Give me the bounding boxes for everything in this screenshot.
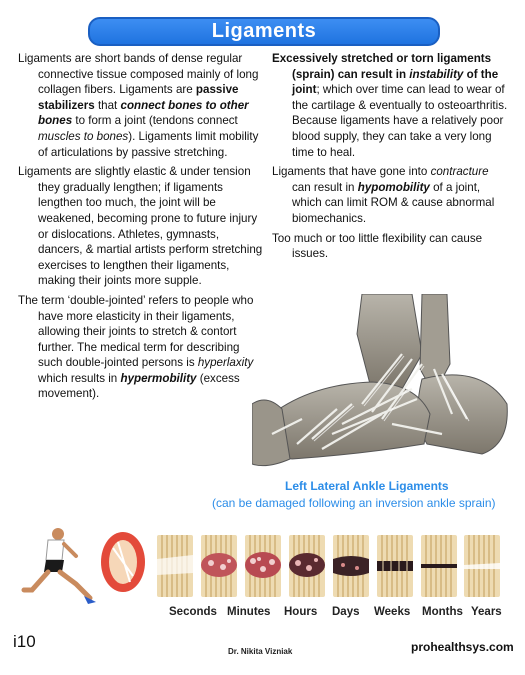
figure-caption-title: Left Lateral Ankle Ligaments xyxy=(285,479,449,493)
paragraph-ligaments-definition xyxy=(18,51,265,160)
italic-term: hyperlaxity xyxy=(197,356,254,370)
healing-strip-months xyxy=(377,535,413,597)
paragraph-sprain xyxy=(272,51,508,160)
left-column xyxy=(18,51,265,406)
healing-strip-minutes xyxy=(201,535,237,597)
healing-strip-hours xyxy=(245,535,281,597)
text-span: of long collagen fibers. Ligaments xyxy=(38,67,259,97)
indent-block xyxy=(18,67,265,161)
title-banner xyxy=(88,17,440,46)
page-number: i10 xyxy=(13,632,36,651)
right-column xyxy=(272,51,508,266)
timeline-label-seconds: Seconds xyxy=(169,606,217,618)
italic-term: muscles to bones xyxy=(38,129,129,143)
text-span: connective tissue composed mainly xyxy=(38,67,221,81)
runner-shirt xyxy=(46,540,64,560)
italic-term: contracture xyxy=(430,165,489,179)
runner-back-leg xyxy=(24,572,48,590)
bold-term: passive stabilizers xyxy=(38,83,239,112)
bold-italic-term: hypomobility xyxy=(357,180,430,194)
healing-strip-years-a xyxy=(421,535,457,597)
bold-italic-term: connect bones to other bones xyxy=(38,98,249,128)
healing-strip-days xyxy=(289,535,325,597)
timeline-label-years: Years xyxy=(471,606,502,618)
timeline-label-hours: Hours xyxy=(284,606,318,618)
author-credit: Dr. Nikita Vizniak xyxy=(228,647,293,656)
text-span: The term ‘double-jointed’ refers to people who have more elasticity in their ligaments, allowing their joints to stretch & contort further. The medical term for describing such double-jointed persons is xyxy=(18,293,254,370)
timeline-label-weeks: Weeks xyxy=(374,606,411,618)
calcaneus-shape xyxy=(418,375,507,454)
timeline-label-days: Days xyxy=(332,606,360,618)
paragraph-contracture xyxy=(272,164,508,226)
runner-front-leg xyxy=(60,572,90,598)
text-span: Ligaments that have gone into xyxy=(272,165,431,179)
text-span: can result in xyxy=(292,180,358,194)
text-span: to form a joint (tendons connect xyxy=(72,114,238,128)
text-span: are xyxy=(175,83,196,97)
page-title: Ligaments xyxy=(211,20,317,42)
healing-strip-seconds xyxy=(157,535,193,597)
paragraph-flexibility: Too much or too little flexibility can cause issues. xyxy=(272,231,483,261)
runner-arm xyxy=(64,544,76,556)
bold-term: of the joint xyxy=(292,67,499,97)
healing-strip-years-b xyxy=(464,535,500,597)
text-span: (excess movement). xyxy=(38,371,240,401)
runner-head xyxy=(52,528,64,540)
healing-strip-weeks xyxy=(333,535,369,597)
ankle-ligaments-illustration xyxy=(252,294,510,478)
timeline-label-months: Months xyxy=(422,606,463,618)
timeline-label-minutes: Minutes xyxy=(227,606,271,618)
text-span: that xyxy=(94,98,121,112)
runner-injury-illustration xyxy=(18,528,148,606)
text-span: Ligaments are short bands of dense regular xyxy=(18,52,243,65)
paragraph-double-jointed xyxy=(18,293,265,402)
website-link[interactable]: prohealthsys.com xyxy=(411,640,514,654)
bold-term: Excessively stretched or torn ligaments (sprain) can result in xyxy=(272,52,492,81)
text-span: of a joint, which can limit ROM & cause abnormal biomechanics. xyxy=(292,180,495,225)
figure-caption-subtitle: (can be damaged following an inversion ankle sprain) xyxy=(212,496,496,510)
bold-italic-term: instability xyxy=(409,67,464,81)
paragraph-elasticity: Ligaments are slightly elastic & under tension they gradually lengthen; if ligaments lengthen too much, the joint will be weakened, becoming prone to future injury or dislocations. Athletes, gymnasts, dancers, & martial artists perform stretching exercises to lengthen their ligaments, making their joints more supple. xyxy=(18,165,263,288)
text-span: ). Ligaments limit mobility of articulations by passive stretching. xyxy=(38,129,259,159)
bold-italic-term: hypermobility xyxy=(120,371,197,385)
text-span: which results in xyxy=(38,371,121,385)
text-span: ; which over time can lead to wear of the cartilage & eventually to osteoarthritis. Because ligaments have a relatively poor blood supply, they can take a very long time to heal. xyxy=(292,83,508,159)
